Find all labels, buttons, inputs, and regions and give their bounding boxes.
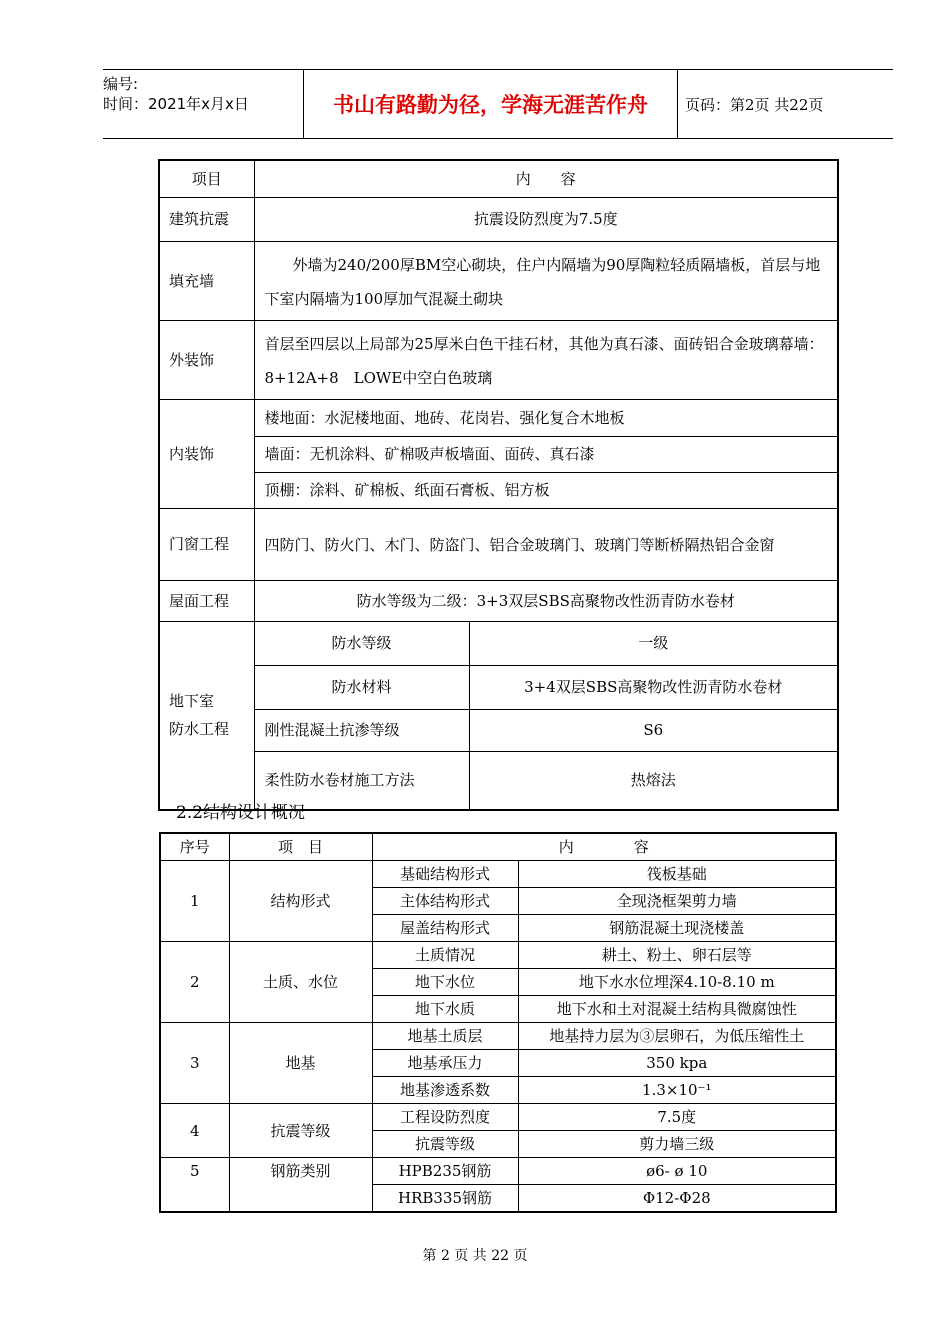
table-row bbox=[160, 942, 836, 969]
structure-table bbox=[159, 832, 837, 1213]
cell-key: 刚性混凝土抗渗等级 bbox=[254, 709, 469, 751]
table-row bbox=[160, 1104, 836, 1131]
row-content: 墙面：无机涂料、矿棉吸声板墙面、面砖、真石漆 bbox=[254, 436, 838, 472]
table-row bbox=[159, 320, 838, 399]
header-item: 项 目 bbox=[229, 833, 372, 861]
table-row bbox=[159, 580, 838, 621]
architecture-table bbox=[158, 159, 839, 811]
cell-value: 1.3×10⁻¹ bbox=[518, 1077, 836, 1104]
cell-key: 地下水质 bbox=[372, 996, 518, 1023]
cell-key: 屋盖结构形式 bbox=[372, 915, 518, 942]
cell-value: Φ12-Φ28 bbox=[518, 1185, 836, 1213]
row-content: 顶棚：涂料、矿棉板、纸面石膏板、铝方板 bbox=[254, 472, 838, 508]
table-row bbox=[159, 241, 838, 320]
cell-key: 柔性防水卷材施工方法 bbox=[254, 751, 469, 810]
table-row bbox=[160, 861, 836, 888]
cell-key: 防水材料 bbox=[254, 665, 469, 709]
cell-value: 筏板基础 bbox=[518, 861, 836, 888]
basement-label-1: 地下室 bbox=[169, 692, 215, 711]
row-content: 防水等级为二级：3+3双层SBS高聚物改性沥青防水卷材 bbox=[254, 580, 838, 621]
cell-key: 土质情况 bbox=[372, 942, 518, 969]
page-indicator: 页码：第2页 共22页 bbox=[685, 95, 824, 114]
cell-value: 热熔法 bbox=[469, 751, 838, 810]
row-content: 抗震设防烈度为7.5度 bbox=[254, 197, 838, 241]
cell-key: HRB335钢筋 bbox=[372, 1185, 518, 1213]
cell-value: 350 kpa bbox=[518, 1050, 836, 1077]
header-item: 项目 bbox=[159, 160, 254, 197]
cell-key: 抗震等级 bbox=[372, 1131, 518, 1158]
row-label: 门窗工程 bbox=[159, 508, 254, 580]
row-content: 首层至四层以上局部为25厚米白色干挂石材，其他为真石漆、面砖铝合金玻璃幕墙：8+12A+8 LOWE中空白色玻璃 bbox=[254, 320, 838, 399]
table-row bbox=[160, 1158, 836, 1185]
cell-value: 地基持力层为③层卵石，为低压缩性土 bbox=[518, 1023, 836, 1050]
cell-key: 地基承压力 bbox=[372, 1050, 518, 1077]
table-row bbox=[159, 472, 838, 508]
header-meta bbox=[103, 70, 303, 138]
cell-value: S6 bbox=[469, 709, 838, 751]
row-label: 屋面工程 bbox=[159, 580, 254, 621]
cell-key: HPB235钢筋 bbox=[372, 1158, 518, 1185]
cell-value: 钢筋混凝土现浇楼盖 bbox=[518, 915, 836, 942]
group-no: 2 bbox=[160, 942, 229, 1023]
group-name: 地基 bbox=[229, 1023, 372, 1104]
code-label: 编号: bbox=[103, 75, 139, 93]
table-header-row bbox=[159, 160, 838, 197]
group-no: 3 bbox=[160, 1023, 229, 1104]
cell-key: 主体结构形式 bbox=[372, 888, 518, 915]
row-label: 建筑抗震 bbox=[159, 197, 254, 241]
row-label: 外装饰 bbox=[159, 320, 254, 399]
basement-label-2: 防水工程 bbox=[169, 720, 230, 739]
table-row bbox=[159, 197, 838, 241]
motto: 书山有路勤为径，学海无涯苦作舟 bbox=[303, 70, 678, 138]
table-row bbox=[159, 621, 838, 665]
table-row bbox=[159, 665, 838, 709]
table-row bbox=[159, 508, 838, 580]
page-header bbox=[103, 69, 893, 139]
table-header-row bbox=[160, 833, 836, 861]
time-label: 时间：2021年x月x日 bbox=[103, 95, 249, 113]
cell-key: 地基渗透系数 bbox=[372, 1077, 518, 1104]
group-no: 5 bbox=[160, 1158, 229, 1213]
row-label bbox=[159, 621, 254, 810]
row-content: 楼地面：水泥楼地面、地砖、花岗岩、强化复合木地板 bbox=[254, 399, 838, 436]
cell-key: 基础结构形式 bbox=[372, 861, 518, 888]
cell-key: 工程设防烈度 bbox=[372, 1104, 518, 1131]
cell-value: 地下水和土对混凝土结构具微腐蚀性 bbox=[518, 996, 836, 1023]
cell-value: 一级 bbox=[469, 621, 838, 665]
cell-key: 地基土质层 bbox=[372, 1023, 518, 1050]
cell-value: 3+4双层SBS高聚物改性沥青防水卷材 bbox=[469, 665, 838, 709]
cell-key: 地下水位 bbox=[372, 969, 518, 996]
table-row bbox=[159, 399, 838, 436]
group-no: 1 bbox=[160, 861, 229, 942]
row-content: 外墙为240/200厚BM空心砌块，住户内隔墙为90厚陶粒轻质隔墙板，首层与地下室内隔墙为100厚加气混凝土砌块 bbox=[254, 241, 838, 320]
section-title: 2.2结构设计概况 bbox=[176, 803, 306, 823]
header-content: 内 容 bbox=[372, 833, 836, 861]
cell-key: 防水等级 bbox=[254, 621, 469, 665]
cell-value: 地下水水位埋深4.10-8.10 m bbox=[518, 969, 836, 996]
group-name: 钢筋类别 bbox=[229, 1158, 372, 1213]
group-no: 4 bbox=[160, 1104, 229, 1158]
group-name: 抗震等级 bbox=[229, 1104, 372, 1158]
cell-value: 剪力墙三级 bbox=[518, 1131, 836, 1158]
header-content: 内 容 bbox=[254, 160, 838, 197]
row-label: 填充墙 bbox=[159, 241, 254, 320]
group-name: 土质、水位 bbox=[229, 942, 372, 1023]
group-name: 结构形式 bbox=[229, 861, 372, 942]
cell-value: 全现浇框架剪力墙 bbox=[518, 888, 836, 915]
table-row bbox=[159, 709, 838, 751]
cell-value: ø6- ø 10 bbox=[518, 1158, 836, 1185]
table-row bbox=[159, 436, 838, 472]
page-footer: 第 2 页 共 22 页 bbox=[422, 1248, 528, 1264]
table-row bbox=[160, 1023, 836, 1050]
row-label: 内装饰 bbox=[159, 399, 254, 508]
cell-value: 7.5度 bbox=[518, 1104, 836, 1131]
header-no: 序号 bbox=[160, 833, 229, 861]
row-content: 四防门、防火门、木门、防盗门、铝合金玻璃门、玻璃门等断桥隔热铝合金窗 bbox=[254, 508, 838, 580]
cell-value: 耕土、粉土、卵石层等 bbox=[518, 942, 836, 969]
